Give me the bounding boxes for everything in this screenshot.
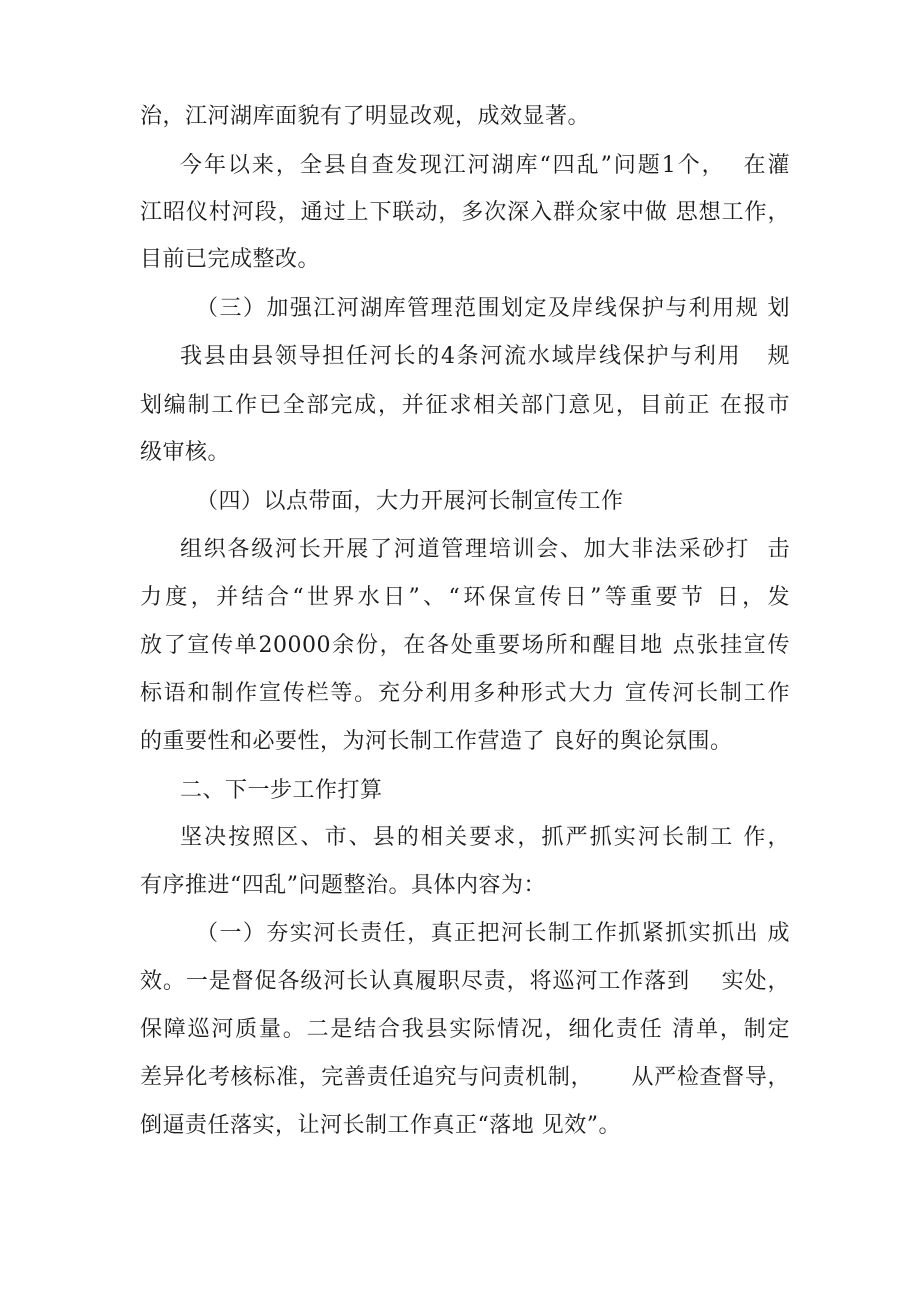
section-heading-next-steps: 二、下一步工作打算: [180, 778, 383, 803]
text-line-13: 标语和制作宣传栏等。充分利用多种形式大力 宣传河长制工作: [140, 681, 790, 706]
text-line-18: （一）夯实河长责任，真正把河长制工作抓紧抓实抓出 成: [196, 921, 790, 946]
section-heading-4: （四）以点带面，大力开展河长制宣传工作: [196, 489, 624, 514]
text-line-6: 我县由县领导担任河长的4条河流水域岸线保护与利用 规: [180, 344, 790, 369]
text-line-21: 差异化考核标准，完善责任追究与问责机制， 从严检查督导，: [140, 1065, 790, 1090]
text-line-10: 组织各级河长开展了河道管理培训会、加大非法采砂打 击: [180, 537, 790, 562]
text-line-14: 的重要性和必要性，为河长制工作营造了 良好的舆论氛围。: [140, 729, 733, 754]
text-line-11: 力度，并结合“世界水日”、“环保宣传日”等重要节 日，发: [140, 585, 790, 610]
text-line-16: 坚决按照区、市、县的相关要求，抓严抓实河长制工 作，: [180, 825, 790, 850]
text-line-22: 倒逼责任落实，让河长制工作真正“落地 见效”。: [140, 1113, 621, 1138]
text-line-1: 治，江河湖库面貌有了明显改观，成效显著。: [140, 104, 591, 129]
text-line-4: 目前已完成整改。: [140, 247, 321, 272]
text-line-8: 级审核。: [140, 440, 231, 465]
text-line-17: 有序推进“四乱”问题整治。具体内容为：: [140, 873, 546, 898]
text-line-19: 效。一是督促各级河长认真履职尽责，将巡河工作落到 实处，: [140, 969, 790, 994]
text-line-7: 划编制工作已全部完成，并征求相关部门意见，目前正 在报市: [140, 393, 790, 418]
section-heading-3: （三）加强江河湖库管理范围划定及岸线保护与利用规 划: [196, 296, 790, 321]
text-line-20: 保障巡河质量。二是结合我县实际情况，细化责任 清单，制定: [140, 1017, 790, 1042]
text-line-12: 放了宣传单20000余份，在各处重要场所和醒目地 点张挂宣传: [140, 633, 790, 658]
text-line-3: 江昭仪村河段，通过上下联动，多次深入群众家中做 思想工作，: [140, 200, 790, 225]
text-line-2: 今年以来，全县自查发现江河湖库“四乱”问题1个， 在灌: [180, 153, 790, 178]
